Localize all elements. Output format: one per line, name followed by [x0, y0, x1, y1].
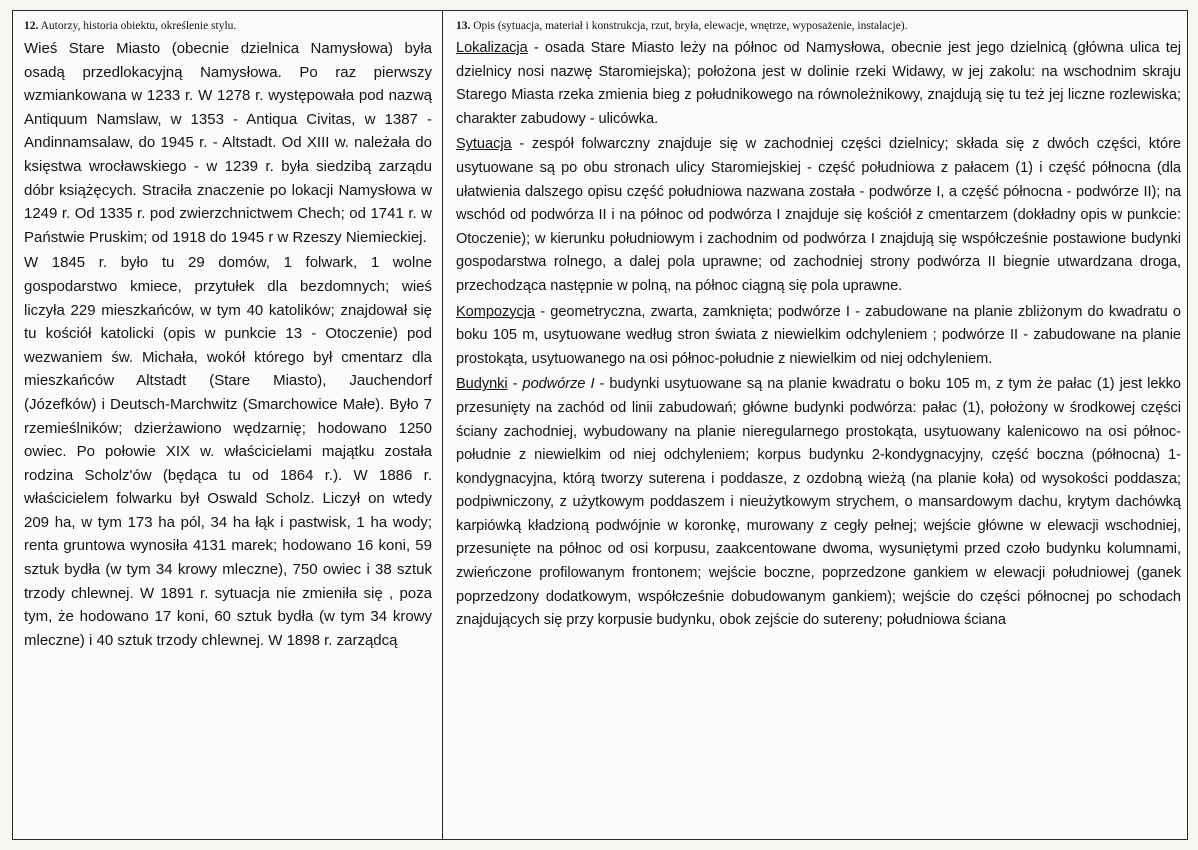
section-13-number: 13.	[456, 20, 471, 32]
description-text	[456, 37, 1181, 633]
lokalizacja-text: - osada Stare Miasto leży na północ od Namysłowa, obecnie jest jego dzielnicą (główna ulica tej dzielnicy nosi nazwę Staromiejska); położona jest w dolinie rzeki Widawy, w jej zakolu: na wschodnim skraju Starego Miasta rzeka zmienia bieg z południkowego na równoleżnikowy, znajdują się tu też jej liczne rozlewiska; charakter zabudowy - ulicówka.	[456, 40, 1181, 127]
section-12-title: Autorzy, historia obiektu, określenie stylu.	[40, 20, 237, 32]
kompozycja-paragraph	[456, 301, 1181, 372]
history-text	[24, 37, 432, 652]
budynki-separator: -	[507, 376, 523, 393]
budynki-label: Budynki	[456, 376, 508, 393]
sytuacja-paragraph	[456, 133, 1181, 298]
sytuacja-label: Sytuacja	[456, 136, 512, 153]
budynki-subheading: podwórze I	[522, 376, 595, 393]
history-paragraph-1: Wieś Stare Miasto (obecnie dzielnica Namysłowa) była osadą przedlokacyjną Namysłowa. Po raz pierwszy wzmiankowana w 1233 r. W 1278 r. występowała pod nazwą Antiquum Namslaw, w 1353 - Antiqua Civitas, w 1387 - Andinnamsalaw, do 1945 r. - Altstadt. Od XIII w. należała do księstwa wrocławskiego - w 1239 r. była siedzibą zarządu dóbr książęcych. Straciła znaczenie po lokacji Namysłowa w 1249 r. Od 1335 r. pod zwierzchnictwem Chech; od 1741 r. w Państwie Pruskim; od 1918 do 1945 r w Rzeszy Niemieckiej.	[24, 40, 432, 246]
section-13-heading	[456, 19, 1181, 37]
section-13-title: Opis (sytuacja, materiał i konstrukcja, rzut, bryła, elewacje, wnętrze, wyposażenie, instalacje).	[473, 20, 908, 32]
sytuacja-text: - zespół folwarczny znajduje się w zachodniej części dzielnicy; składa się z dwóch części, które usytuowane są po obu stronach ulicy Staromiejskiej - część południowa z pałacem (1) i część północna (dla ułatwienia dalszego opisu część południowa nazwana została - podwórze I, a część północna - podwórze II); na wschód od podwórza II i na północ od podwórza I znajduje się kościół z cmentarzem (dokładny opis w punkcie: Otoczenie); w kierunku południowym i zachodnim od podwórza I znajdują się współcześnie postawione budynki gospodarstwa rolnego, a dalej pola uprawne; od zachodniej strony podwórza II biegnie utwardzana droga, przechodząca następnie w polną, na północ ciągną się pola uprawne.	[456, 136, 1181, 294]
budynki-text: - budynki usytuowane są na planie kwadratu o boku 105 m, z tym że pałac (1) jest lekko przesunięty na zachód od linii zabudowań; główne budynki podwórza: pałac (1), położony w środkowej części ściany zachodniej, wybudowany na planie nieregularnego prostokąta, usytuowany kalenicowo na osi północ-południe z niewielkim od niej odchyleniem; korpus budynku 2-kondygnacyjny, część boczna (północna) 1-kondygnacyjna, którą tworzy suterena i poddasze, z ozdobną wieżą (na planie koła) od wysokości poddasza; podpiwniczony, z użytkowym poddaszem i nieużytkowym strychem, o mansardowym dachu, krytym dachówką karpiówką kładzioną podwójnie w koronkę, murowany z cegły pełnej; wejście główne w elewacji wschodniej, przesunięte na północ od osi korpusu, zaakcentowane dwoma, wysuniętymi przed czoło budynku kolumnami, zwieńczone profilowanym frontonem; wejście boczne, poprzedzone gankiem w elewacji południowej (ganek poprzedzony dodatkowym, współcześnie dobudowanym gankiem); wejście do części północnej po schodach znajdujących się przy korpusie budynku, obok zejście do sutereny; południowa ściana	[456, 376, 1181, 629]
kompozycja-label: Kompozycja	[456, 303, 535, 320]
description-column	[444, 11, 1189, 635]
lokalizacja-label: Lokalizacja	[456, 40, 528, 56]
column-divider	[442, 11, 443, 839]
document-sheet	[12, 10, 1188, 840]
section-12-number: 12.	[24, 20, 39, 32]
kompozycja-text: - geometryczna, zwarta, zamknięta; podwórze I - zabudowane na planie zbliżonym do kwadratu o boku 105 m, usytuowane według stron świata z niewielkim odchyleniem ; podwórze II - zabudowane na planie prostokąta, usytuowanego na osi północ-południe z niewielkim od niej odchyleniem.	[456, 303, 1181, 367]
history-column	[13, 11, 442, 654]
lokalizacja-paragraph	[456, 37, 1181, 131]
budynki-paragraph	[456, 373, 1181, 633]
history-paragraph-2: W 1845 r. było tu 29 domów, 1 folwark, 1 wolne gospodarstwo kmiece, przytułek dla bezdomnych; wieś liczyła 229 mieszkańców, w tym 40 katolików; znajdował się tu kościół katolicki (opis w punkcie 13 - Otoczenie) pod wezwaniem św. Michała, wokół którego był cmentarz dla mieszkańców Altstadt (Stare Miasto), Jauchendorf (Józefków) i Deutsch-Marchwitz (Smarchowice Małe). Było 7 rzemieślników; dzierżawiono wędzarnię; hodowano 1250 owiec. Po połowie XIX w. właścicielami majątku została rodzina Scholz'ów (będąca tu od 1864 r.). W 1886 r. właścicielem folwarku był Oswald Scholz. Liczył on wtedy 209 ha, w tym 173 ha pól, 34 ha łąk i pastwisk, 1 ha wody; renta gruntowa wynosiła 4131 marek; hodowano 16 koni, 59 sztuk bydła (w tym 34 krowy mleczne), 750 owiec i 38 sztuk trzody chlewnej. W 1891 r. sytuacja nie zmieniła się , poza tym, że hodowano 17 koni, 60 sztuk bydła (w tym 34 krowy mleczne) i 40 sztuk trzody chlewnej. W 1898 r. zarządcą	[24, 254, 432, 649]
section-12-heading	[24, 19, 432, 37]
